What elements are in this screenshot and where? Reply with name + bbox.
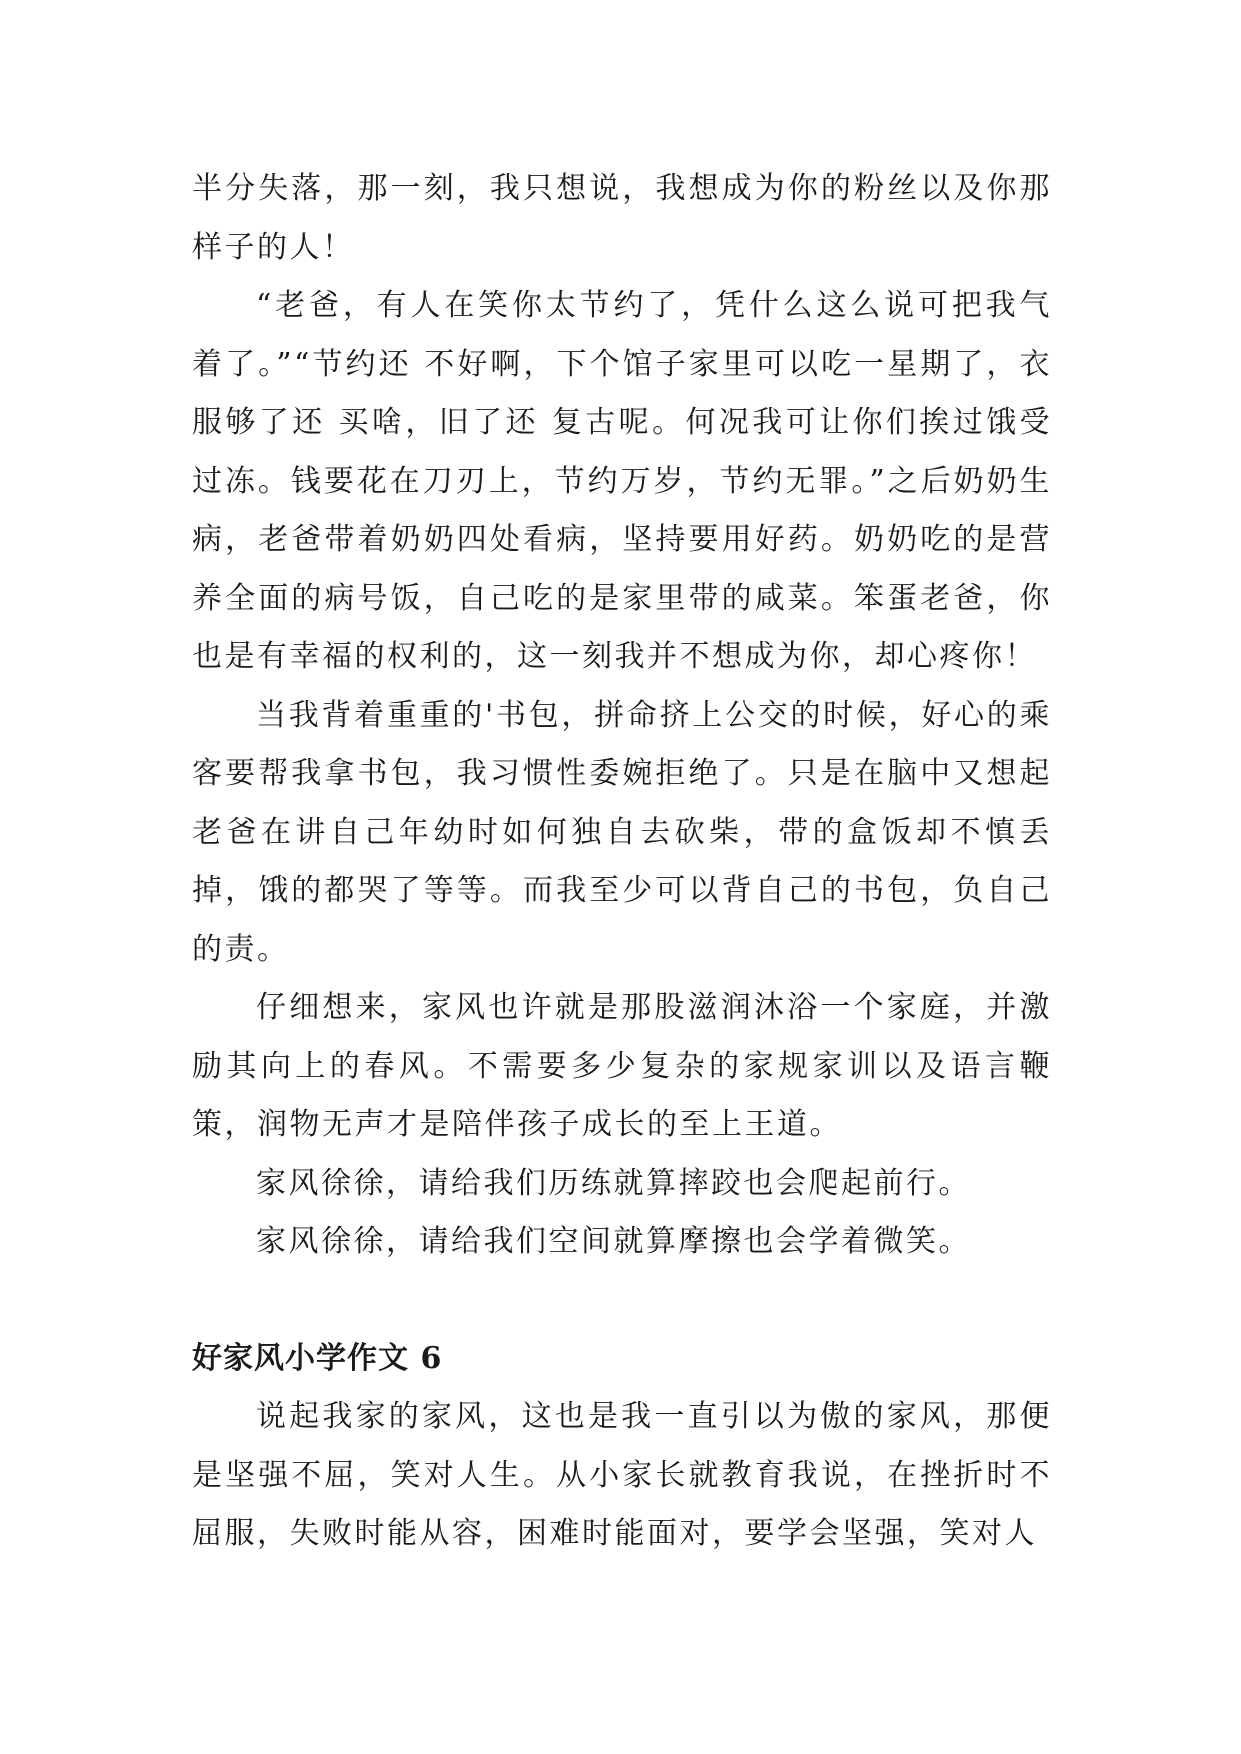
paragraph-3: 当我背着重重的'书包，拼命挤上公交的时候，好心的乘客要帮我拿书包，我习惯性委婉拒绝了。只是在脑中又想起老爸在讲自己年幼时如何独自去砍柴，带的盒饭却不慎丢掉，饿的都哭了等等。而我至少可以背自己的书包，负自己的责。 <box>192 697 1052 967</box>
paragraph-7: 说起我家的家风，这也是我一直引以为傲的家风，那便是坚强不屈，笑对人生。从小家长就教育我说，在挫折时不屈服，失败时能从容，困难时能面对，要学会坚强，笑对人 <box>192 1399 1052 1551</box>
section-title: 好家风小学作文 6 <box>192 1340 443 1376</box>
paragraph-5: 家风徐徐，请给我们历练就算摔跤也会爬起前行。 <box>256 1165 971 1201</box>
paragraph-6: 家风徐徐，请给我们空间就算摩擦也会学着微笑。 <box>256 1224 971 1259</box>
paragraph-2: “老爸，有人在笑你太节约了，凭什么这么说可把我气着了。”“节约还 不好啊，下个馆子家里可以吃一星期了，衣服够了还 买啥，旧了还 复古呢。何况我可让你们挨过饿受过冻。钱要花在刀刃上，节约万岁，节约无罪。”之后奶奶生病，老爸带着奶奶四处看病，坚持要用好药。奶奶吃的是营养全面的病号饭，自己吃的是家里带的咸菜。笨蛋老爸，你也是有幸福的权利的，这一刻我并不想成为你，却心疼你！ <box>192 288 1052 674</box>
paragraph-4: 仔细想来，家风也许就是那股滋润沐浴一个家庭，并激励其向上的春风。不需要多少复杂的家规家训以及语言鞭策，润物无声才是陪伴孩子成长的至上王道。 <box>192 990 1052 1142</box>
document-body <box>192 160 1052 1564</box>
paragraph-1: 半分失落，那一刻，我只想说，我想成为你的粉丝以及你那样子的人！ <box>192 171 1052 265</box>
section-gap <box>192 1272 1052 1330</box>
